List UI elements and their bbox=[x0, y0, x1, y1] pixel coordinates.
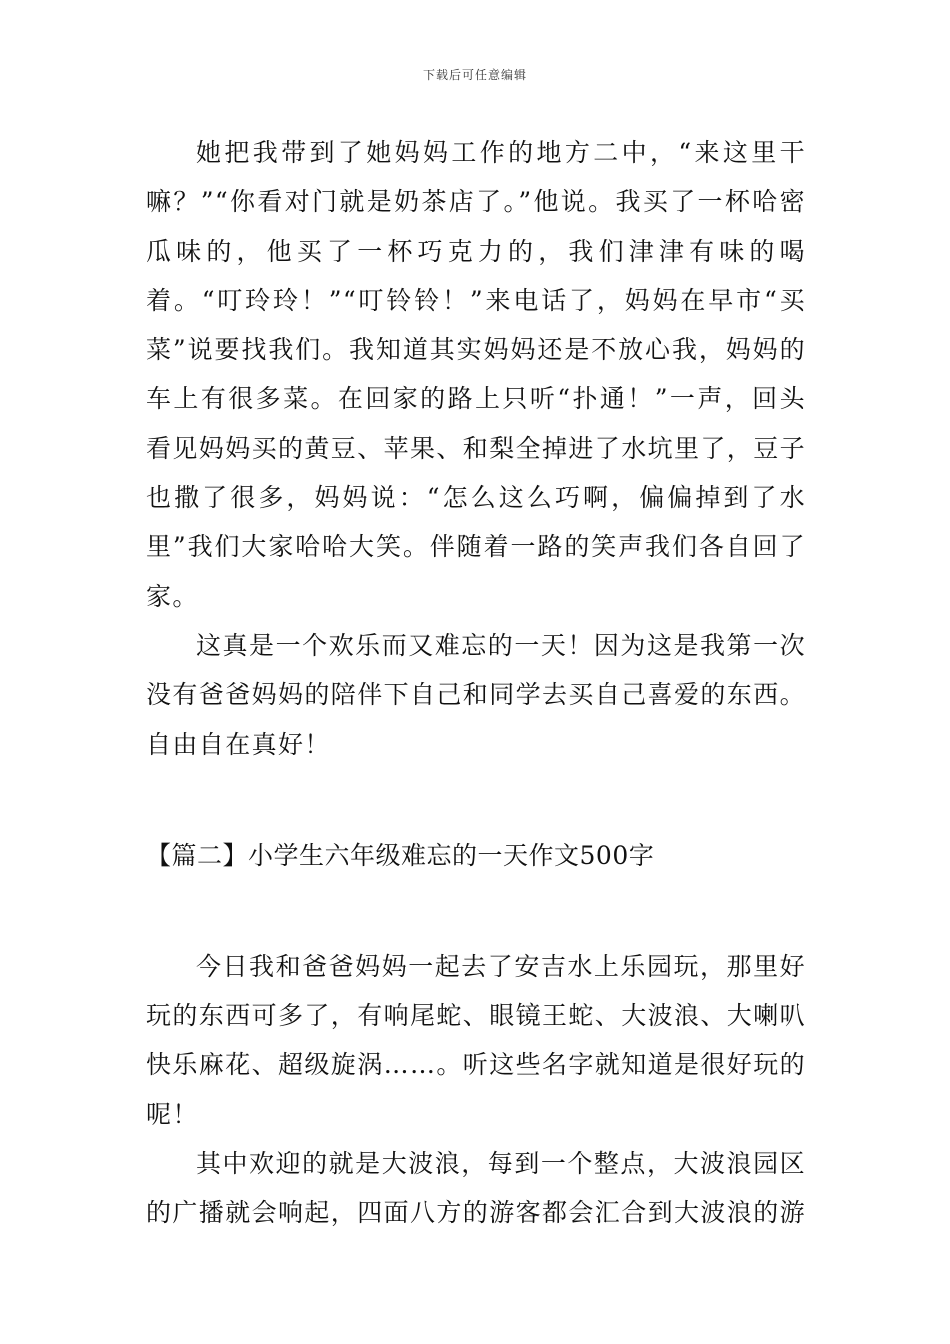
document-body bbox=[146, 128, 806, 1238]
spacer bbox=[146, 769, 806, 831]
paragraph-milk-tea: 她把我带到了她妈妈工作的地方二中，“来这里干嘛？”“你看对门就是奶茶店了。”他说。我买了一杯哈密瓜味的，他买了一杯巧克力的，我们津津有味的喝着。“叮玲玲！”“叮铃铃！”来电话了，妈妈在早市“买菜”说要找我们。我知道其实妈妈还是不放心我，妈妈的车上有很多菜。在回家的路上只听“扑通！”一声，回头看见妈妈买的黄豆、苹果、和梨全掉进了水坑里了，豆子也撒了很多，妈妈说：“怎么这么巧啊，偏偏掉到了水里”我们大家哈哈大笑。伴随着一路的笑声我们各自回了家。 bbox=[146, 138, 807, 611]
spacer bbox=[146, 880, 806, 942]
section-heading: 【篇二】小学生六年级难忘的一天作文500字 bbox=[146, 840, 655, 870]
paragraph-big-wave: 其中欢迎的就是大波浪，每到一个整点，大波浪园区的广播就会响起，四面八方的游客都会汇合到大波浪的游 bbox=[146, 1149, 807, 1228]
paragraph-happy-day: 这真是一个欢乐而又难忘的一天！因为这是我第一次没有爸爸妈妈的陪伴下自己和同学去买自己喜爱的东西。自由自在真好！ bbox=[146, 630, 807, 759]
paragraph-water-park: 今日我和爸爸妈妈一起去了安吉水上乐园玩，那里好玩的东西可多了，有响尾蛇、眼镜王蛇、大波浪、大喇叭快乐麻花、超级旋涡……。听这些名字就知道是很好玩的呢！ bbox=[146, 951, 807, 1129]
page-header-note: 下载后可任意编辑 bbox=[422, 68, 527, 82]
